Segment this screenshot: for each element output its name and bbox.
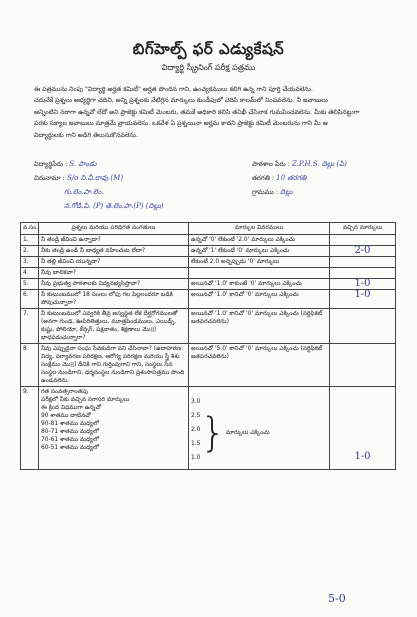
score-cell <box>330 257 396 268</box>
marks-rule-cell: అయినచో '1.0' కానిచో '0' మార్కులు ఎక్కించు <box>189 290 330 309</box>
row-number: 6. <box>21 290 39 309</box>
score-option: 3.0 <box>191 399 201 405</box>
score-cell <box>330 268 396 279</box>
marks-rule-cell: అయినచో '5.0' కానిచో '0' మార్కులు ఎక్కించు (సర్టిఫికెట్ జతపరచవలెను) <box>189 344 330 387</box>
intro-line: ఈ పత్రమును నింపు "విద్యార్థి అర్హత కమిటీ" అర్హత పొందిన గాని, ఉంచ్యకములు కలిగి ఉన్న గాని పూర్తి చేయవలెను. <box>34 86 313 93</box>
marks-rule-cell: ఉన్నచో '1' లేకుంటే '0' మార్కులు ఎక్కించు <box>189 246 330 257</box>
score-option: 2.0 <box>191 427 201 433</box>
class-label: తరగతి : <box>252 174 275 182</box>
row-number: 5. <box>21 279 39 290</box>
address-line-1: S/o ని.వీ.రావు (M) <box>66 174 124 182</box>
score-option: 2.5 <box>191 413 201 419</box>
school-name-label: పాఠశాల పేరు : <box>252 160 290 168</box>
score-cell <box>330 309 396 344</box>
score-options <box>191 398 200 468</box>
page-subtitle: విద్యార్థి స్క్రీనింగ్ పరీక్ష పత్రము <box>161 63 256 72</box>
question-cell: నీవు బాలికవా? <box>39 268 189 279</box>
table-row <box>21 309 396 344</box>
question-cell: నీ కుటుంబములో ఎవ్వరికి తీవ్ర అస్వస్థత లేక దీర్ఘరోగములతో (అనగా గుండె, ఊపిరితిత్తులు, మూత్రపిండములు, ఎయిడ్స్, కుష్టు, పోలియో, కేన్సర్, పక్షవాతం, శిక్షణాలు మొ॥) భాధపడుచున్నారా? <box>39 309 189 344</box>
brace-icon: } <box>200 410 226 456</box>
address-label: చిరునామా : <box>34 174 65 182</box>
question-title: గత సంవత్సరాంతపు <box>41 389 88 395</box>
table-row <box>21 387 396 470</box>
question-detail: పరీక్షలో నీకు వచ్చిన సరాసరి మార్కులు <box>41 397 130 403</box>
question-cell: నీ తండ్రి జీవించి ఉన్నాడా? <box>39 235 189 246</box>
score-option: 1.0 <box>191 455 201 461</box>
marks-rule-cell <box>189 387 330 470</box>
table-row <box>21 268 396 279</box>
question-cell <box>39 387 189 470</box>
page-title: బిగ్‌హెల్ప్ ఫర్ ఎడ్యుకేషన్ <box>132 40 285 58</box>
village-label: గ్రామము : <box>252 188 279 196</box>
student-name-value: S. పాండు <box>69 160 97 168</box>
intro-line: విద్యార్థులకు గాని అడిగి తెలుసుకొనవలెను. <box>34 131 138 139</box>
intro-line: అన్నింటిని నరాగా ఉన్నవో లేదో అని ప్రాజెక్టు కమిటీ మెంబరు, తమకే అధికారి కలిసి తనిఖీ చేసినాక గుమపించవలెను. మీకు తెలిపినట్టుగా <box>34 108 360 116</box>
marks-rule-cell: ఉన్నచో '0' లేకుంటే '2.0' మార్కులు ఎక్కించు <box>189 235 330 246</box>
address-line-2: గు.లెం.పా.లెం. <box>64 188 104 196</box>
marks-rule-cell: లేకుంటే 2.0 అన్నప్పుడు '0' మార్కులు <box>189 257 330 268</box>
column-header: వచ్చిన మార్కులు <box>330 223 396 235</box>
screening-table <box>20 222 396 470</box>
table-row <box>21 279 396 290</box>
column-header: వ.సం. <box>21 223 39 235</box>
table-row <box>21 235 396 246</box>
score-cell: 1-0 <box>330 279 396 290</box>
class-value: 10 తరగతి <box>276 174 307 182</box>
village-value: దిల్లు <box>280 188 293 196</box>
school-name-value: Z.P.H.S. దిల్లు (పి) <box>292 160 347 168</box>
row-number: 2. <box>21 246 39 257</box>
row-number: 1. <box>21 235 39 246</box>
marks-rule-cell <box>189 268 330 279</box>
row-number: 8. <box>21 344 39 387</box>
question-cell: నీ తల్లి జీవించి యున్నదా? <box>39 257 189 268</box>
row-number: 3. <box>21 257 39 268</box>
column-header: ప్రశ్నలు మరియు పరిధిగత సంగతులు <box>39 223 189 235</box>
row-number: 9. <box>21 387 39 470</box>
table-row <box>21 290 396 309</box>
question-detail: 80-71 శాతము మధ్యలో <box>41 429 100 435</box>
question-cell: నీవు ప్రభుత్వ పాఠశాలకు విద్యనభ్యసిస్తావా? <box>39 279 189 290</box>
question-detail: ఈ క్రింద విధముగా ఉన్నచో <box>41 405 101 411</box>
table-row <box>21 246 396 257</box>
row-number: 7. <box>21 309 39 344</box>
column-header: మార్కుల వివరములు <box>189 223 330 235</box>
score-option: 1.5 <box>191 441 201 447</box>
score-cell: 2-0 <box>330 246 396 257</box>
intro-line: చదువేకే ప్రశ్నలు అభ్యర్థిగా చదివి, అన్ని ప్రశ్నలకు వేటిగ్గిన మార్కులు కుండీపులో చెరిపి కాలమ్‌లో నింపవలెను. నీ జవాబులు <box>34 97 328 105</box>
marks-instruction: మార్కులు ఎక్కించు <box>225 430 270 436</box>
student-details <box>34 160 394 216</box>
question-cell: నీకు తండ్రి ఉండి నీ బాధ్యత వహించుట లేదా? <box>39 246 189 257</box>
instructions-paragraph <box>34 84 394 141</box>
table-header-row <box>21 223 396 235</box>
question-detail: 70-61 శాతము మధ్యలో <box>41 437 100 443</box>
table-row <box>21 257 396 268</box>
table-row <box>21 344 396 387</box>
marks-rule-cell: అయినచో '1.0' కానిచో '0' మార్కులు ఎక్కించు (సర్టిఫికెట్ జతపరచవలెను) <box>189 309 330 344</box>
score-cell <box>330 235 396 246</box>
row-number: 4. <box>21 268 39 279</box>
address-line-3: న.గోడి.పి. (P) తె.లెం.పా.(P) (దిల్లు) <box>64 202 164 210</box>
question-detail: 60-51 శాతము మధ్యలో <box>41 445 100 451</box>
student-name-label: విద్యార్థిపేరు : <box>34 160 68 168</box>
question-detail: 90-81 శాతము మధ్యలో <box>41 421 100 427</box>
question-detail: 90 శాతము దాటినచో <box>41 413 91 419</box>
marks-rule-cell: అయినచో '1.0' కాకుంటే '0' మార్కులు ఎక్కించు <box>189 279 330 290</box>
total-score: 5-0 <box>328 592 346 605</box>
score-cell: 1-0 <box>330 290 396 309</box>
question-cell: నీ కుటుంబములో 18 సంఁలు లోపు గల పిల్లలందరూ బడికి పోవుచున్నారా? <box>39 290 189 309</box>
score-cell: 1-0 <box>330 387 396 470</box>
score-cell <box>330 344 396 387</box>
question-cell: నీవు ఎప్పుడైనా సంఘ సేవకుడిగా పని చేసినావా? (ఉదాహరణ: విద్య, పర్యావరణ పరిరక్షణ, ఆరోగ్య పరిరక్షణ మరియు స్త్రీ శిశు సంక్షేమం మొ॥) దీనికి గాని గుర్తింపుగాని గాని, సంస్థలు సేవ సంస్థల నుండిగాని, ధర్మసంస్థల నుండిగాని ప్రశంసాపత్రము పొంది ఉండవలెను. <box>39 344 189 387</box>
intro-line: పరకు సక్యాల జవాబులు మాత్రమే వ్రాయవలెను. ఒకవేళ ఏ ప్రశ్నయినా అర్హమ కాదని ప్రాజెక్టు కమిటీ మెంబరును గాని మీ ఆ <box>34 120 328 128</box>
